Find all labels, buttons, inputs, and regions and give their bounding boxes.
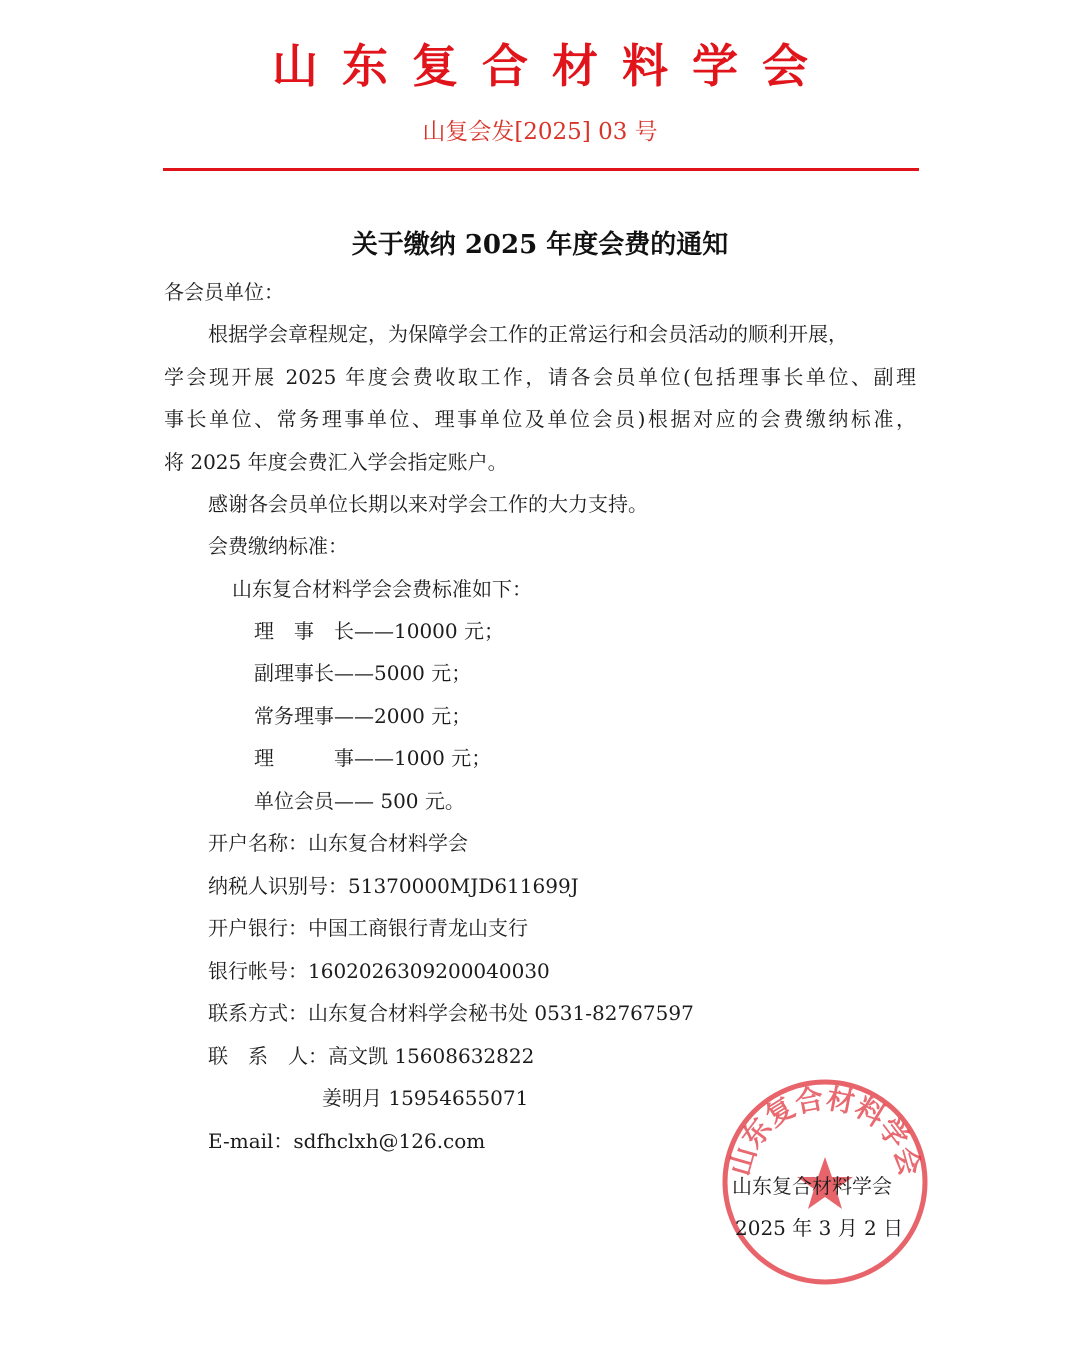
fee-row	[254, 618, 504, 644]
body-line: 根据学会章程规定，为保障学会工作的正常运行和会员活动的顺利开展，	[208, 322, 848, 346]
fee-row	[254, 703, 471, 729]
fee-role: 理 事 长	[254, 619, 354, 643]
fee-role: 常务理事	[254, 704, 334, 728]
bank-name: 开户银行：中国工商银行青龙山支行	[208, 916, 528, 940]
header-divider	[163, 168, 919, 171]
body-line: 将 2025 年度会费汇入学会指定账户。	[164, 450, 508, 474]
body-line: 事长单位、常务理事单位、理事单位及单位会员)根据对应的会费缴纳标准，	[164, 407, 916, 431]
fee-role: 单位会员	[254, 789, 334, 813]
email-address: E-mail：sdfhclxh@126.com	[208, 1129, 486, 1153]
account-name: 开户名称：山东复合材料学会	[208, 831, 468, 855]
fee-role: 理 事	[254, 746, 354, 770]
taxpayer-id: 纳税人识别号：51370000MJD611699J	[208, 874, 579, 898]
thanks-line: 感谢各会员单位长期以来对学会工作的大力支持。	[208, 492, 648, 516]
fee-amount: ——5000 元；	[334, 661, 472, 685]
fee-row	[254, 745, 491, 771]
signature-organization: 山东复合材料学会	[732, 1174, 892, 1198]
notice-title: 关于缴纳 2025 年度会费的通知	[351, 230, 729, 260]
seal-text: 山东复合材料学会	[723, 1081, 927, 1180]
contact-person: 姜明月 15954655071	[322, 1086, 529, 1110]
document-number: 山复会发[2025] 03 号	[422, 119, 658, 145]
fee-row	[254, 788, 465, 814]
fee-amount: ——1000 元；	[354, 746, 492, 770]
fee-intro: 山东复合材料学会会费标准如下：	[232, 577, 532, 601]
contact-info: 联系方式：山东复合材料学会秘书处 0531-82767597	[208, 1001, 694, 1025]
fee-heading: 会费缴纳标准：	[208, 534, 348, 558]
signature-date: 2025 年 3 月 2 日	[735, 1216, 904, 1240]
fee-amount: —— 500 元。	[334, 789, 465, 813]
account-number: 银行帐号：1602026309200040030	[208, 959, 550, 983]
salutation: 各会员单位：	[164, 280, 284, 304]
fee-amount: ——2000 元；	[334, 704, 472, 728]
fee-role: 副理事长	[254, 661, 334, 685]
fee-row	[254, 660, 471, 686]
organization-title: 山东复合材料学会	[272, 39, 832, 93]
body-line: 学会现开展 2025 年度会费收取工作，请各会员单位(包括理事长单位、副理	[164, 365, 916, 389]
contact-person: 联 系 人：高文凯 15608632822	[208, 1044, 535, 1068]
fee-amount: ——10000 元；	[354, 619, 504, 643]
